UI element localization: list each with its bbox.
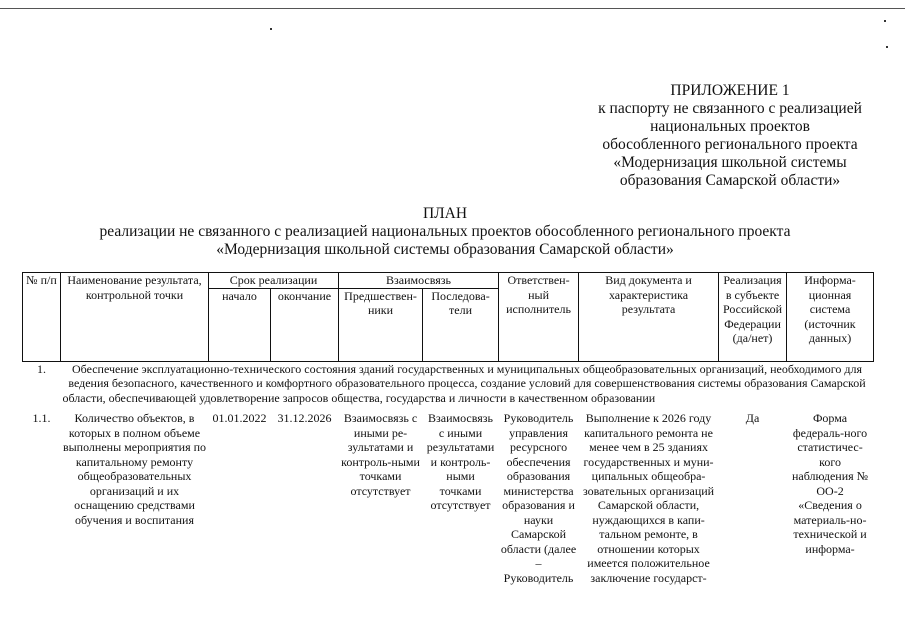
- header-predecessors: Предшествен-ники: [339, 288, 423, 361]
- section-number: 1.: [37, 361, 46, 376]
- header-start: начало: [209, 288, 271, 361]
- plan-title: ПЛАН: [422, 205, 468, 222]
- header-end: окончание: [271, 288, 339, 361]
- appendix-block: [590, 82, 870, 190]
- scan-speck: [886, 46, 888, 48]
- row-end-date: 31.12.2026: [277, 411, 332, 425]
- header-relation: Взаимосвязь: [339, 273, 499, 289]
- table-row: [23, 405, 874, 585]
- plan-subtitle-line: реализации не связанного с реализацией национальных проектов обособленного регионального проекта: [99, 223, 791, 240]
- plan-heading: [0, 205, 890, 259]
- row-info-system: Форма федераль-ного статистичес-кого наблюдения № ОО-2 «Сведения о материаль-но-технической и информа-: [791, 411, 869, 556]
- scan-speck: [270, 28, 272, 30]
- row-name: Количество объектов, в которых в полном объеме выполнены мероприятия по капитальному ремонту общеобразовательных организаций и их оснащению средствами обучения и воспитания: [62, 411, 207, 527]
- row-realization: Да: [745, 411, 760, 425]
- row-doc-type: Выполнение к 2026 году капитального ремонта не менее чем в 25 зданиях государственных и муни-ципальных общеобра-зовательных организаций Самарской области, нуждающихся в капи-тальном ремонте, в отношении которых имеется положительное заключение государст-: [582, 411, 715, 585]
- header-info-system: Информа-ционная система (источник данных): [787, 273, 874, 362]
- section-text: Обеспечение эксплуатационно-технического состояния зданий государственных и муниципальных общеобразовательных организаций, необходимого для ведения безопасного, качественного и комфортного образовательного процесса, создание условий для совершенствования системы образования Самарской области, обеспечивающей удовлетворение запросов общества, государства и личности в качественном образовании: [62, 361, 866, 405]
- row-start-date: 01.01.2022: [212, 411, 267, 425]
- appendix-line: образования Самарской области»: [619, 172, 841, 189]
- header-executor: Ответствен-ный исполнитель: [499, 273, 579, 362]
- header-num: № п/п: [23, 273, 61, 362]
- header-realization: Реализация в субъекте Российской Федерации (да/нет): [719, 273, 787, 362]
- header-successors: Последова-тели: [423, 288, 499, 361]
- appendix-line: к паспорту не связанного с реализацией: [598, 100, 862, 117]
- row-successors: Взаимосвязь с иными результатами и контроль-ными точками отсутствует: [426, 411, 495, 512]
- header-name: Наименование результата, контрольной точки: [61, 273, 209, 362]
- row-executor: Руководитель управления ресурсного обеспечения образования министерства образования и науки Самарской области (далее – Руководитель: [500, 411, 577, 585]
- row-predecessors: Взаимосвязь с иными ре-зультатами и контроль-ными точками отсутствует: [341, 411, 420, 498]
- appendix-line: обособленного регионального проекта: [602, 136, 858, 153]
- scan-speck: [884, 20, 886, 22]
- appendix-line: национальных проектов: [650, 118, 810, 135]
- scan-edge-line: [0, 8, 905, 9]
- header-period: Срок реализации: [209, 273, 339, 289]
- plan-subtitle-line: «Модернизация школьной системы образования Самарской области»: [216, 241, 674, 258]
- row-number: 1.1.: [32, 411, 51, 425]
- section-row: [23, 361, 874, 405]
- appendix-title: ПРИЛОЖЕНИЕ 1: [670, 82, 790, 99]
- plan-table: [22, 272, 874, 585]
- header-doc-type: Вид документа и характеристика результата: [579, 273, 719, 362]
- appendix-line: «Модернизация школьной системы: [613, 154, 847, 171]
